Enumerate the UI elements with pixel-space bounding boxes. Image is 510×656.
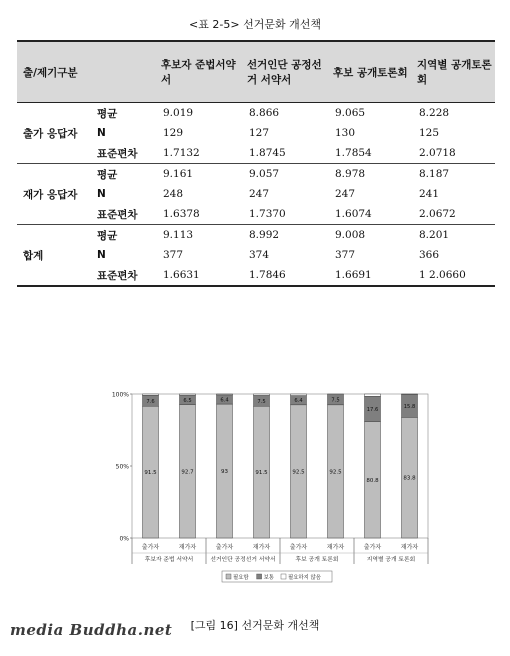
data-label: 7.5 <box>331 397 340 404</box>
legend-swatch-neutral <box>257 574 262 579</box>
x-category-label: 재가자 <box>252 544 271 551</box>
header-electorate-pledge: 선거인단 공정선거 서약서 <box>241 41 327 103</box>
table-cell: 1.7846 <box>249 269 286 281</box>
group-total <box>17 225 495 287</box>
table-cell: 8.866 <box>249 107 280 119</box>
x-group-label: 지역별 공개 토론회 <box>366 557 416 563</box>
data-label: 17.6 <box>366 406 379 413</box>
bar-segment-not-needed <box>217 394 233 395</box>
statistics-table <box>17 40 495 287</box>
table-caption: <표 2-5> 선거문화 개선책 <box>189 18 321 31</box>
stat-label: 표준편차 <box>97 147 138 160</box>
data-label: 92.5 <box>329 469 342 476</box>
stat-label: N <box>97 127 106 139</box>
table-row <box>17 225 495 246</box>
legend-swatch-not-needed <box>281 574 286 579</box>
stat-label: 평균 <box>97 229 118 242</box>
table-cell: 1.6378 <box>163 208 200 220</box>
y-tick-label: 50% <box>115 463 129 471</box>
stat-label: N <box>97 188 106 200</box>
watermark: media Buddha.net <box>10 621 173 639</box>
table-cell: 125 <box>419 127 440 139</box>
table-cell: 247 <box>335 188 356 200</box>
data-label: 6.5 <box>183 397 192 404</box>
bar-segment-not-needed <box>402 394 418 395</box>
header-stat <box>93 41 155 103</box>
table-row <box>17 164 495 185</box>
table-cell: 9.057 <box>249 168 280 180</box>
x-category-label: 출가자 <box>289 544 308 551</box>
table-cell: 1.6691 <box>335 269 372 281</box>
table-cell: 129 <box>163 127 184 139</box>
group-label: 출가 응답자 <box>23 127 78 140</box>
table-cell: 8.978 <box>335 168 366 180</box>
table-cell: 377 <box>163 249 184 261</box>
figure-caption: [그림 16] 선거문화 개선책 <box>190 619 320 632</box>
x-category-label: 출가자 <box>363 544 382 551</box>
x-category-label: 재가자 <box>178 544 197 551</box>
legend-swatch-needed <box>226 574 231 579</box>
table-cell: 1.7132 <box>163 147 200 159</box>
table-cell: 1.7370 <box>249 208 286 220</box>
y-tick-label: 100% <box>111 391 129 399</box>
table-cell: 377 <box>335 249 356 261</box>
table-cell: 8.992 <box>249 229 280 241</box>
table-cell: 1.7854 <box>335 147 372 159</box>
table-cell: 130 <box>335 127 356 139</box>
table-cell: 374 <box>249 249 270 261</box>
x-category-label: 재가자 <box>400 544 419 551</box>
plot-frame <box>132 394 428 538</box>
table-cell: 8.228 <box>419 107 450 119</box>
y-tick-label: 0% <box>119 535 129 543</box>
table-cell: 1.6074 <box>335 208 372 220</box>
table-cell: 127 <box>249 127 270 139</box>
legend-label-neutral: 보통 <box>263 574 275 581</box>
stat-label: 평균 <box>97 107 118 120</box>
table-header-row <box>17 41 495 103</box>
table-cell: 8.201 <box>419 229 450 241</box>
table-cell: 1.8745 <box>249 147 286 159</box>
table-cell: 9.113 <box>163 229 194 241</box>
table-cell: 2.0672 <box>419 208 456 220</box>
x-group-label: 선거인단 공정선거 서약서 <box>210 557 276 563</box>
bar-segment-not-needed <box>143 394 159 395</box>
stat-label: 표준편차 <box>97 269 138 282</box>
header-regional-debate: 지역별 공개토론회 <box>411 41 495 103</box>
stat-label: N <box>97 249 106 261</box>
table-cell: 248 <box>163 188 184 200</box>
bar-segment-not-needed <box>291 394 307 396</box>
group-lay <box>17 164 495 225</box>
data-label: 6.4 <box>294 398 303 405</box>
legend-label-not-needed: 필요하지 않음 <box>288 574 321 581</box>
table-cell: 241 <box>419 188 440 200</box>
stat-label: 표준편차 <box>97 208 138 221</box>
bar-segment-not-needed <box>254 394 270 395</box>
data-label: 15.8 <box>403 403 416 410</box>
group-label: 합계 <box>23 249 44 262</box>
x-category-label: 출가자 <box>141 544 160 551</box>
data-label: 83.8 <box>403 475 416 482</box>
table-cell: 1.6631 <box>163 269 200 281</box>
table-cell: 9.008 <box>335 229 366 241</box>
group-monastic <box>17 103 495 164</box>
bar-segment-not-needed <box>180 394 196 395</box>
header-candidate-pledge: 후보자 준법서약서 <box>155 41 241 103</box>
x-category-label: 재가자 <box>326 544 345 551</box>
data-label: 91.5 <box>144 470 157 477</box>
data-label: 7.6 <box>146 398 155 405</box>
data-label: 80.8 <box>366 477 379 484</box>
table-cell: 247 <box>249 188 270 200</box>
table-cell: 9.065 <box>335 107 366 119</box>
x-category-label: 출가자 <box>215 544 234 551</box>
table-cell: 1 2.0660 <box>419 269 466 281</box>
data-label: 93 <box>221 469 228 476</box>
stacked-bar-chart <box>110 388 435 603</box>
table-row <box>17 103 495 124</box>
table-cell: 9.019 <box>163 107 194 119</box>
data-label: 91.5 <box>255 470 268 477</box>
x-group-label: 후보자 준법 서약서 <box>144 557 194 563</box>
data-label: 92.7 <box>181 469 194 476</box>
x-group-label: 후보 공개 토론회 <box>295 557 339 563</box>
table-cell: 9.161 <box>163 168 194 180</box>
data-label: 6.4 <box>220 397 229 404</box>
table-cell: 366 <box>419 249 440 261</box>
legend-label-needed: 필요함 <box>233 574 249 581</box>
header-candidate-debate: 후보 공개토론회 <box>327 41 411 103</box>
data-label: 7.5 <box>257 398 266 405</box>
header-division: 출/제기구분 <box>17 41 93 103</box>
table-cell: 8.187 <box>419 168 450 180</box>
data-label: 92.5 <box>292 469 305 476</box>
group-label: 재가 응답자 <box>23 188 78 201</box>
stat-label: 평균 <box>97 168 118 181</box>
bar-segment-not-needed <box>365 394 381 396</box>
table-cell: 2.0718 <box>419 147 456 159</box>
